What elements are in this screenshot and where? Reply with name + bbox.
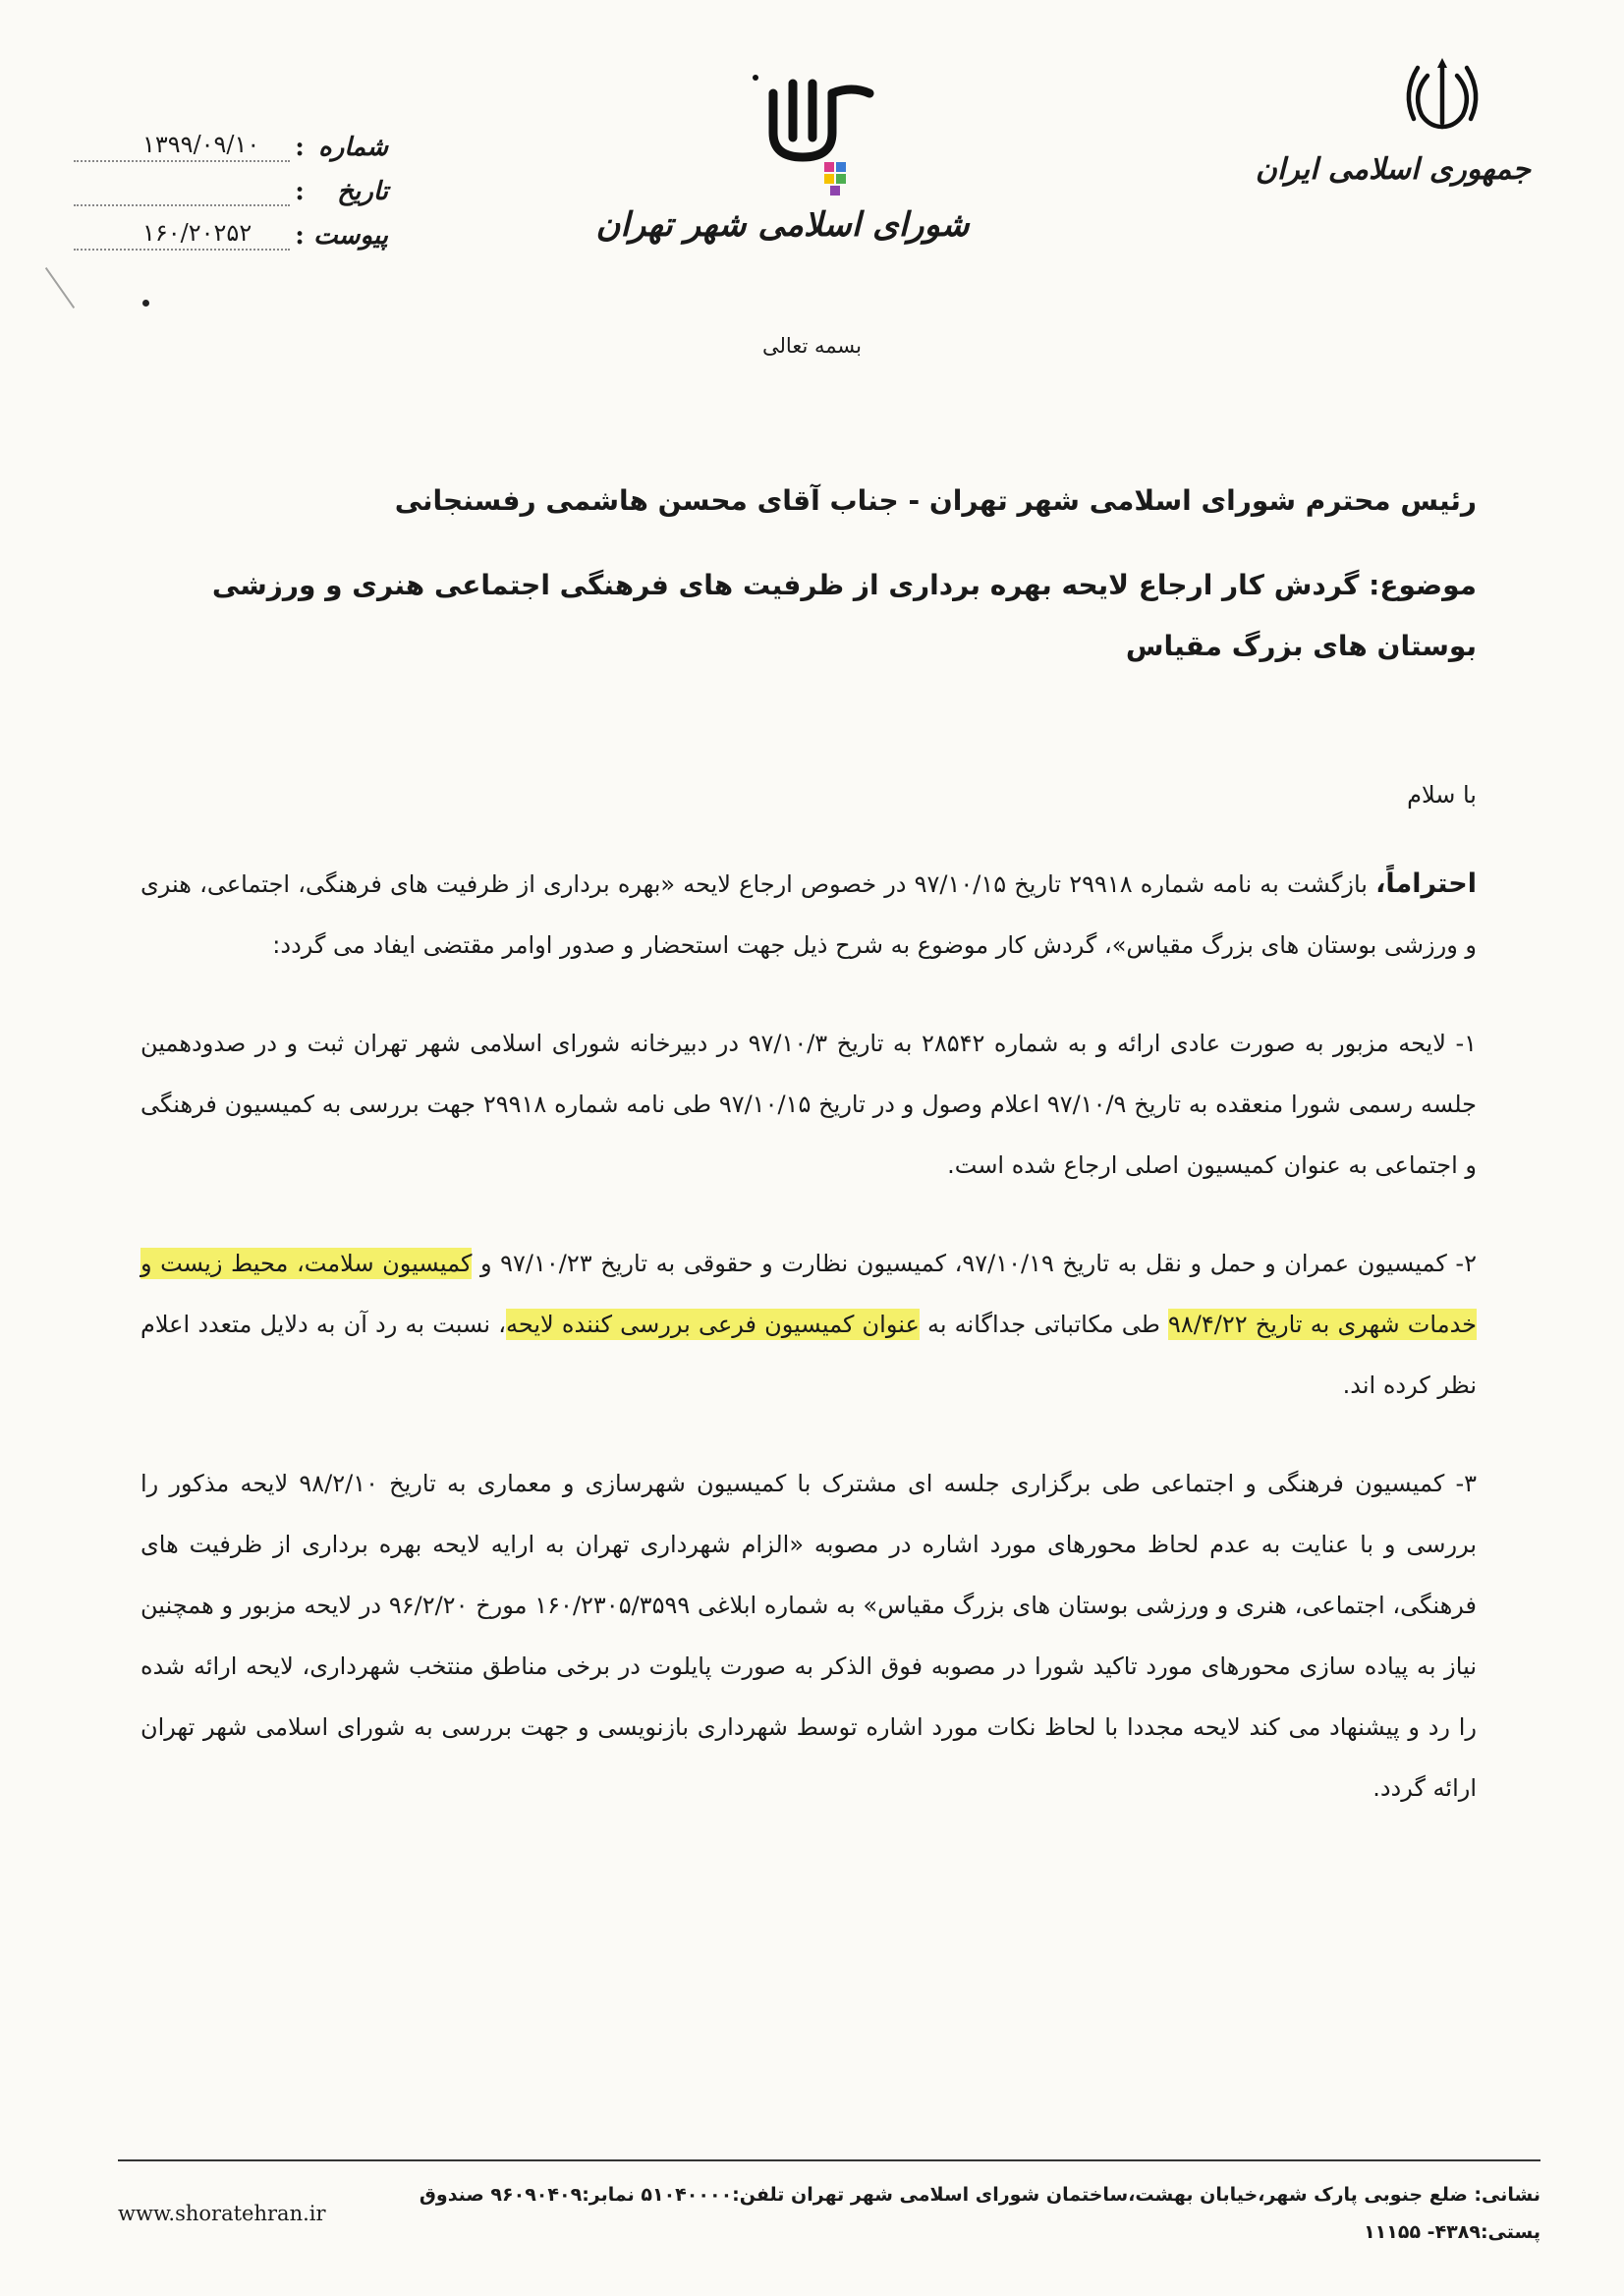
meta-number-label: شماره — [318, 133, 388, 162]
meta-colon: : — [295, 221, 305, 251]
footer — [118, 2176, 1540, 2251]
subject: موضوع: گردش کار ارجاع لایحه بهره برداری از ظرفیت های فرهنگی اجتماعی هنری و ورزشی بوستان های بزرگ مقیاس — [211, 569, 1477, 662]
recipient: رئیس محترم شورای اسلامی شهر تهران - جناب آقای محسن هاشمی رفسنجانی — [394, 484, 1477, 517]
footer-website[interactable]: www.shoratehran.ir — [118, 2202, 326, 2225]
meta-attachment-value: ۱۶۰/۲۰۲۵۲ — [74, 217, 290, 251]
item-2-text-b: طی مکاتباتی جداگانه به — [919, 1311, 1169, 1338]
meta-colon: : — [295, 177, 305, 206]
intro-text: بازگشت به نامه شماره ۲۹۹۱۸ تاریخ ۹۷/۱۰/۱۵ در خصوص ارجاع لایحه «بهره برداری از ظرفیت های فرهنگی، اجتماعی، هنری و ورزشی بوستان های بزرگ مقیاس»، گردش کار موضوع به شرح ذیل جهت استحضار و صدور اوامر مقتضی ایفاد می گردد: — [140, 870, 1477, 959]
footer-address: نشانی: ضلع جنوبی پارک شهر،خیابان بهشت،ساختمان شورای اسلامی شهر تهران تلفن:۵۱۰۴۰۰۰۰ نمابر:۹۶۰۹۰۴۰۹ صندوق پستی:۴۳۸۹- ۱۱۱۵۵ — [419, 2184, 1540, 2243]
meta-date-label: تاریخ — [337, 177, 388, 206]
council-name: شورای اسلامی شهر تهران — [595, 205, 970, 245]
ink-dot — [142, 300, 149, 307]
pen-mark — [45, 267, 75, 308]
iran-emblem-icon — [1398, 54, 1486, 142]
meta-attachment-label: پیوست — [313, 221, 388, 251]
meta-number-row — [74, 118, 388, 162]
council-logo — [595, 64, 970, 245]
meta-date-row — [74, 162, 388, 206]
item-3: ۳- کمیسیون فرهنگی و اجتماعی طی برگزاری جلسه ای مشترک با کمیسیون شهرسازی و معماری به تاریخ ۹۸/۲/۱۰ لایحه مذکور را بررسی و با عنایت به عدم لحاظ محورهای مورد اشاره در مصوبه «الزام شهرداری تهران به ارایه لایحه بهره برداری از ظرفیت های فرهنگی، اجتماعی، هنری و ورزشی بوستان های بزرگ مقیاس» به شماره ابلاغی ۱۶۰/۲۳۰۵/۳۵۹۹ مورخ ۹۶/۲/۲۰ در لایحه مزبور و همچنین نیاز به پیاده سازی محورهای مورد تاکید شورا در مصوبه فوق الذکر به صورت پایلوت در برخی مناطق منتخب شهرداری، لایحه ارائه شده را رد و پیشنهاد می کند لایحه مجددا با لحاظ نکات مورد اشاره توسط شهرداری بازنویسی و جهت بررسی به شورای اسلامی شهر تهران ارائه گردد. — [140, 1470, 1477, 1802]
item-2-text-c: ، نسبت به رد آن به دلایل متعدد اعلام نظر کرده اند. — [140, 1311, 1477, 1399]
letter-meta — [74, 118, 388, 251]
item-2-highlight-2: عنوان کمیسیون فرعی بررسی کننده لایحه — [506, 1311, 920, 1338]
meta-date-value — [74, 173, 290, 206]
item-2-text-a: ۲- کمیسیون عمران و حمل و نقل به تاریخ ۹۷/۱۰/۱۹، کمیسیون نظارت و حقوقی به تاریخ ۹۷/۱۰/۲۳ و — [472, 1250, 1477, 1277]
intro-lead: احتراماً، — [1375, 868, 1478, 899]
iran-emblem — [1255, 54, 1531, 187]
greeting: با سلام — [1407, 781, 1477, 809]
footer-row — [118, 2176, 1540, 2251]
bismillah: بسمه تعالی — [762, 334, 862, 358]
item-1: ۱- لایحه مزبور به صورت عادی ارائه و به شماره ۲۸۵۴۲ به تاریخ ۹۷/۱۰/۳ در دبیرخانه شورای اسلامی شهر تهران ثبت و در صدودهمین جلسه رسمی شورا منعقده به تاریخ ۹۷/۱۰/۹ اعلام وصول و در تاریخ ۹۷/۱۰/۱۵ طی نامه شماره ۲۹۹۱۸ جهت بررسی به کمیسیون فرهنگی و اجتماعی به عنوان کمیسیون اصلی ارجاع شده است. — [140, 1030, 1478, 1179]
footer-divider — [118, 2159, 1540, 2161]
meta-attachment-row — [74, 206, 388, 251]
meta-number-value: ۱۳۹۹/۰۹/۱۰ — [74, 129, 290, 162]
council-logo-icon — [734, 64, 891, 201]
meta-colon: : — [295, 133, 305, 162]
item-2-highlight-1: کمیسیون سلامت، محیط زیست و خدمات شهری به تاریخ ۹۸/۴/۲۲ — [140, 1250, 1478, 1338]
emblem-caption: جمهوری اسلامی ایران — [1255, 152, 1531, 187]
intro-paragraph — [140, 854, 1477, 976]
item-2 — [140, 1233, 1477, 1416]
letter-body — [140, 476, 1477, 1819]
